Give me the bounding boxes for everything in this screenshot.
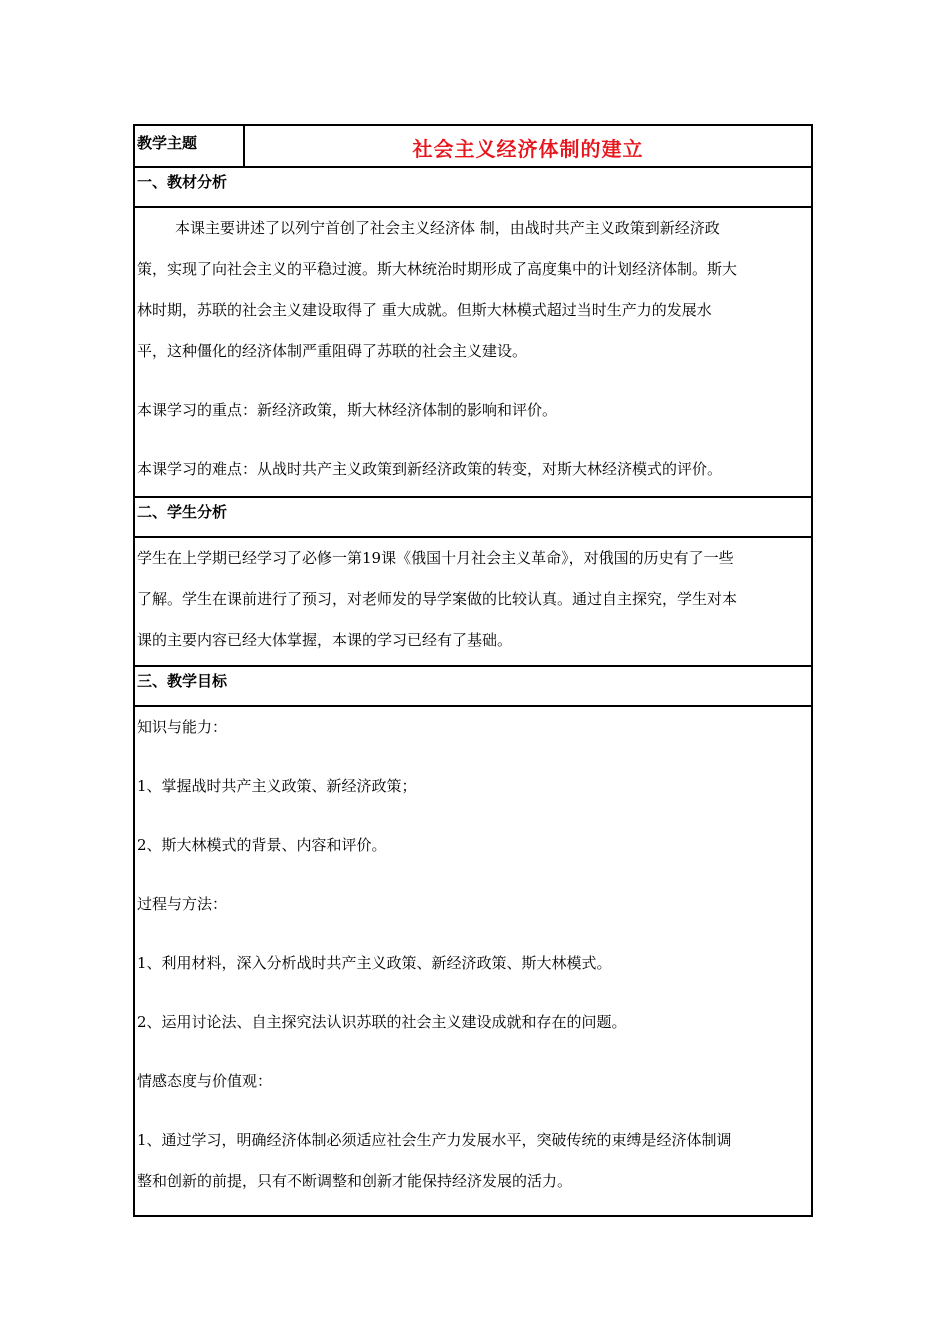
section-body-textbook [135, 208, 811, 498]
paragraph-line: 林时期，苏联的社会主义建设取得了 重大成就。但斯大林模式超过当时生产力的发展水 [137, 301, 712, 319]
key-point: 本课学习的重点：新经济政策，斯大林经济体制的影响和评价。 [137, 401, 558, 419]
objective-item: 整和创新的前提，只有不断调整和创新才能保持经济发展的活力。 [137, 1172, 573, 1190]
objective-item: 2、运用讨论法、自主探究法认识苏联的社会主义建设成就和存在的问题。 [137, 1013, 627, 1031]
objective-item: 2、斯大林模式的背景、内容和评价。 [137, 836, 387, 854]
paragraph-line: 本课主要讲述了以列宁首创了社会主义经济体 制，由战时共产主义政策到新经济政 [175, 219, 720, 237]
paragraph-line: 平，这种僵化的经济体制严重阻碍了苏联的社会主义建设。 [137, 342, 528, 360]
objective-item: 1、掌握战时共产主义政策、新经济政策； [137, 777, 417, 795]
topic-label: 教学主题 [135, 126, 245, 166]
section-heading-objectives: 三、教学目标 [135, 667, 811, 707]
objective-item: 知识与能力： [137, 718, 228, 736]
section-body-objectives [135, 707, 811, 1215]
section-heading-students: 二、学生分析 [135, 498, 811, 538]
paragraph-line: 策，实现了向社会主义的平稳过渡。斯大林统治时期形成了高度集中的计划经济体制。斯大 [137, 260, 738, 278]
title-row [135, 126, 811, 168]
objective-item: 1、利用材料，深入分析战时共产主义政策、新经济政策、斯大林模式。 [137, 954, 612, 972]
paragraph-line: 了解。学生在课前进行了预习，对老师发的导学案做的比较认真。通过自主探究，学生对本 [137, 590, 738, 608]
lesson-title: 社会主义经济体制的建立 [412, 137, 644, 161]
paragraph-line: 课的主要内容已经大体掌握，本课的学习已经有了基础。 [137, 631, 513, 649]
objective-item: 过程与方法： [137, 895, 228, 913]
objective-item: 情感态度与价值观： [137, 1072, 273, 1090]
lesson-plan-table [133, 124, 813, 1217]
difficult-point: 本课学习的难点：从战时共产主义政策到新经济政策的转变，对斯大林经济模式的评价。 [137, 460, 723, 478]
section-body-students [135, 538, 811, 667]
paragraph-line: 学生在上学期已经学习了必修一第19课《俄国十月社会主义革命》，对俄国的历史有了一些 [137, 549, 734, 567]
objective-item: 1、通过学习，明确经济体制必须适应社会生产力发展水平，突破传统的束缚是经济体制调 [137, 1131, 732, 1149]
section-heading-textbook: 一、教材分析 [135, 168, 811, 208]
